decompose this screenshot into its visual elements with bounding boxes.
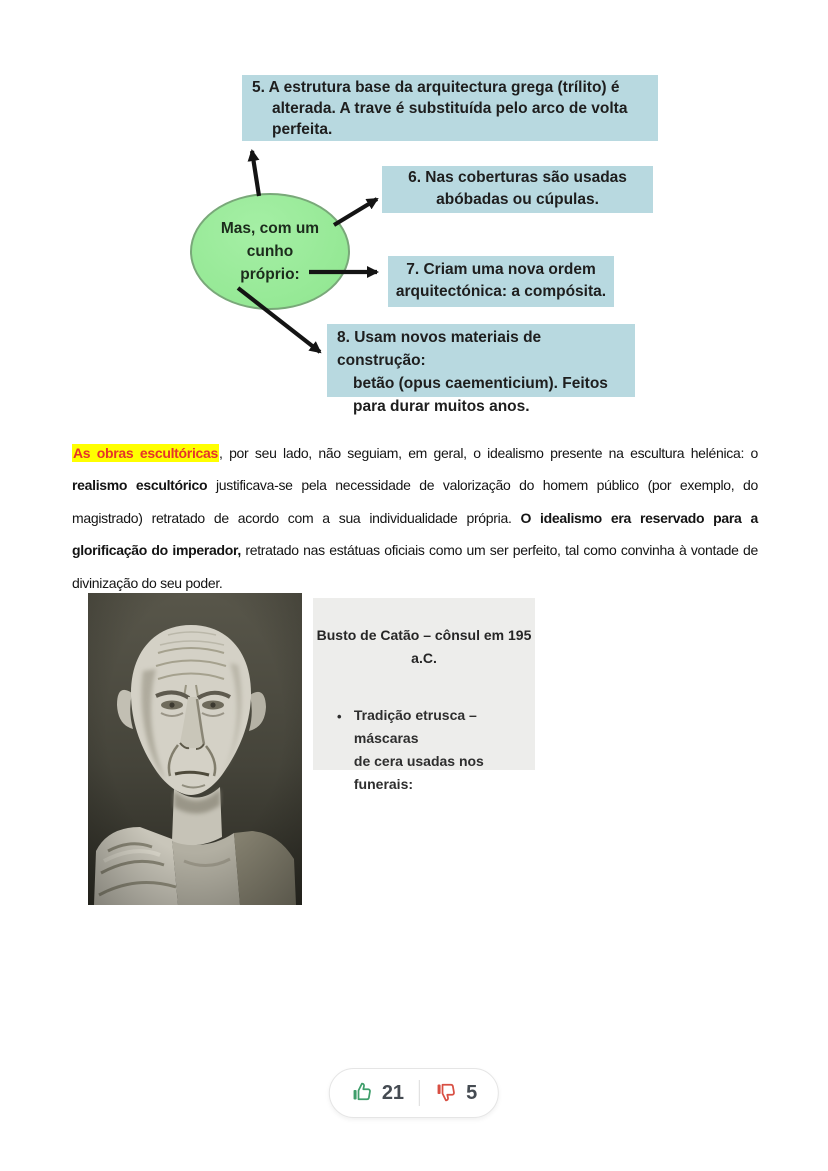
paragraph-segment: retratado nas estátuas oficiais como um ser perfeito, tal como convinha à vontade de divinização do seu poder.: [72, 542, 758, 591]
caption-bullet-item: [337, 704, 535, 796]
body-paragraph: [72, 437, 758, 599]
thumbs-up-icon: [351, 1081, 373, 1106]
box5-line1: 5. A estrutura base da arquitectura grega (trílito) é: [252, 79, 620, 96]
box8-line1: 8. Usam novos materiais de construção:: [337, 329, 542, 369]
ellipse-line2: cunho: [246, 243, 294, 260]
vote-pill: [329, 1068, 499, 1118]
bold-phrase-realismo: realismo escultórico: [72, 477, 208, 494]
caption-bullet-text: Tradição etrusca – máscaras de cera usadas nos funerais:: [353, 707, 484, 792]
diagram-box-6: [382, 166, 653, 213]
caption-box: [313, 598, 535, 792]
dislike-button[interactable]: [435, 1081, 477, 1106]
paragraph-segment: justificava-se pela necessidade de valorização do homem público (por exemplo, do magistrado) retratado de acordo com a sua individualidade própria.: [72, 477, 758, 526]
box6-line2: abóbadas ou cúpulas.: [436, 191, 599, 208]
vote-divider: [419, 1080, 420, 1106]
arrow-to-box-6: [334, 199, 377, 225]
box8-line2: betão (opus caementicium). Feitos: [353, 375, 608, 392]
box7-line2: arquitectónica: a compósita.: [395, 283, 607, 300]
ellipse-line3: próprio:: [240, 266, 300, 283]
caption-title: Busto de Catão – cônsul em 195 a.C.: [316, 627, 532, 666]
box5-line3: perfeita.: [272, 121, 333, 138]
bust-photo-image: [88, 593, 302, 905]
ellipse-line1: Mas, com um: [220, 220, 320, 237]
paragraph-segment: , por seu lado, não seguiam, em geral, o idealismo presente na escultura helénica: o: [219, 445, 758, 461]
diagram-box-8: [327, 324, 635, 415]
diagram-box-7: [388, 256, 614, 307]
like-button[interactable]: [351, 1081, 404, 1106]
box8-line3: para durar muitos anos.: [353, 398, 530, 415]
highlighted-phrase: As obras escultóricas: [73, 445, 218, 461]
box7-line1: 7. Criam uma nova ordem: [406, 261, 596, 278]
box6-line1: 6. Nas coberturas são usadas: [408, 169, 627, 186]
arrow-to-box-5: [252, 151, 259, 196]
like-count: 21: [381, 1081, 405, 1104]
bullet-icon: •: [337, 709, 342, 724]
diagram-ellipse-node: [190, 193, 350, 310]
dislike-count: 5: [466, 1081, 478, 1104]
busto-de-catao-photo: [88, 593, 302, 905]
box5-line2: alterada. A trave é substituída pelo arco de volta: [272, 100, 628, 117]
diagram-box-5: [242, 75, 658, 141]
bold-phrase-idealismo: O idealismo era reservado para a glorificação do imperador,: [72, 509, 758, 559]
thumbs-down-icon: [435, 1081, 457, 1106]
